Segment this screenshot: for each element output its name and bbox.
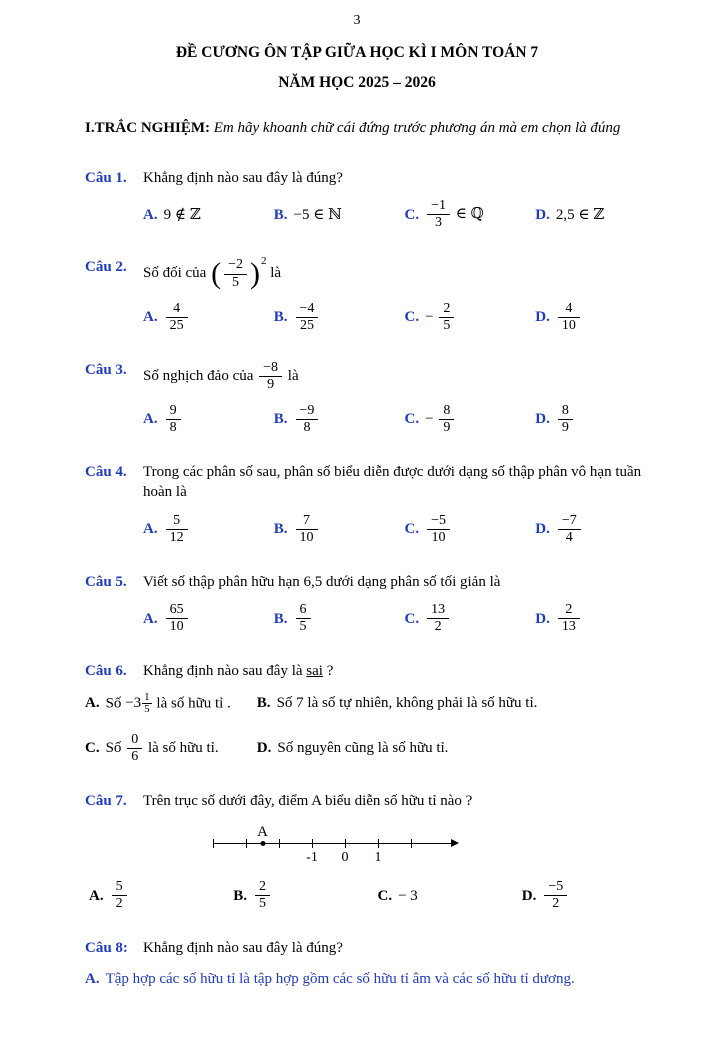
option-content: [294, 301, 321, 334]
fraction-denominator: 5: [299, 619, 307, 635]
option-letter: A.: [143, 206, 158, 223]
fraction-numerator: 1: [144, 690, 150, 703]
fraction: [439, 301, 454, 334]
whole-part: −3: [125, 695, 142, 712]
option-content: [542, 879, 569, 912]
fraction-denominator: 5: [443, 317, 451, 333]
options-row: [143, 403, 666, 436]
option-letter: D.: [521, 887, 537, 904]
fraction-denominator: 25: [299, 317, 314, 333]
text-run: Trên trục số dưới đây, điểm A biểu diễn số hữu tỉ nào ?: [143, 792, 473, 809]
option-content: [164, 403, 183, 436]
axis-tick: [246, 839, 247, 848]
tick-label: -1: [306, 850, 318, 866]
text-run: ?: [322, 663, 334, 680]
fraction-numerator: −1: [427, 198, 450, 215]
option-content: [106, 692, 231, 716]
fraction: [296, 602, 311, 635]
axis-tick: [312, 839, 313, 848]
fraction: [558, 301, 580, 334]
option-letter: D.: [535, 411, 550, 428]
option-B: [257, 692, 666, 716]
option-B: [274, 198, 405, 231]
numberline-axis: [213, 843, 451, 844]
close-paren: ): [249, 257, 260, 291]
option-letter: A.: [89, 887, 104, 904]
fraction: [544, 879, 567, 912]
option-C: [405, 403, 536, 436]
option-content: [294, 205, 342, 225]
fraction-numerator: −5: [544, 879, 567, 896]
text-run: Khẳng định nào sau đây là: [143, 663, 307, 680]
option-content: [294, 602, 313, 635]
fraction-numerator: −2: [224, 257, 247, 274]
question-7: [85, 791, 666, 912]
fraction-denominator: 9: [267, 376, 275, 392]
fraction-numerator: 5: [166, 513, 188, 530]
text-run: Số 7 là số tự nhiên, không phải là số hữu tỉ.: [276, 695, 538, 712]
option-letter: D.: [535, 610, 550, 627]
option-letter: A.: [143, 610, 158, 627]
numberline-figure: [213, 821, 463, 869]
fraction: [296, 403, 319, 436]
option-letter: B.: [273, 309, 288, 326]
fraction: [166, 513, 188, 546]
option-content: [556, 602, 582, 635]
option-content: [556, 205, 604, 225]
question-label: Câu 4.: [85, 464, 127, 481]
options-row: [143, 198, 666, 231]
fraction: [166, 602, 188, 635]
fraction: [112, 879, 127, 912]
options-row: [143, 602, 666, 635]
fraction-denominator: 12: [169, 529, 184, 545]
question-3: [85, 360, 666, 436]
fraction-denominator: 2: [434, 619, 442, 635]
option-content: [425, 301, 456, 334]
fraction-numerator: −7: [558, 513, 581, 530]
page-subtitle: NĂM HỌC 2025 – 2026: [278, 73, 436, 91]
text-run: Viết số thập phân hữu hạn 6,5 dưới dạng phân số tối giản là: [143, 573, 501, 590]
fraction-denominator: 25: [169, 317, 184, 333]
text-run: ∈ ℚ: [452, 206, 484, 223]
text-run: Số đối của: [143, 265, 211, 282]
fraction: [427, 602, 449, 635]
option-letter: B.: [273, 610, 288, 627]
option-letter: A.: [143, 309, 158, 326]
option-content: [110, 879, 129, 912]
question-text: [143, 360, 666, 393]
fraction-numerator: 2: [255, 879, 270, 896]
section-header: [85, 118, 666, 138]
option-content: [164, 205, 201, 225]
option-letter: A.: [143, 521, 158, 538]
options-row: [85, 969, 666, 989]
option-letter: B.: [256, 695, 271, 712]
option-content: [164, 301, 190, 334]
page-header: [0, 12, 714, 94]
fraction: [127, 732, 142, 765]
question-text: [143, 462, 666, 503]
option-content: [294, 403, 321, 436]
question-text: [143, 661, 666, 681]
page-content: [0, 118, 714, 989]
fraction: [166, 403, 181, 436]
fraction-numerator: 0: [127, 732, 142, 749]
text-run: Số nghịch đảo của: [143, 367, 258, 384]
fraction-numerator: 6: [296, 602, 311, 619]
fraction: [296, 301, 319, 334]
section-label: I.TRẮC NGHIỆM:: [85, 119, 211, 136]
fraction-denominator: 5: [232, 274, 240, 290]
fraction-numerator: 2: [558, 602, 580, 619]
fraction-numerator: 8: [558, 403, 573, 420]
options-row: [143, 513, 666, 546]
fraction-numerator: 4: [558, 301, 580, 318]
fraction-denominator: 6: [131, 748, 139, 764]
page-number: 3: [353, 13, 361, 28]
text-run: 9 ∉ ℤ: [163, 206, 201, 223]
options-row: [85, 692, 666, 765]
option-content: [398, 886, 418, 906]
option-letter: A.: [85, 695, 100, 712]
option-B: [274, 513, 405, 546]
text-run: −5 ∈ ℕ: [293, 206, 342, 223]
question-head: [85, 938, 666, 958]
question-text: [143, 254, 666, 291]
fraction: [166, 301, 188, 334]
fraction-numerator: −5: [427, 513, 450, 530]
fraction-denominator: 8: [169, 420, 177, 436]
text-run: −: [425, 308, 438, 325]
fraction-numerator: 4: [166, 301, 188, 318]
option-content: [277, 693, 538, 713]
option-A: [89, 879, 233, 912]
option-B: [233, 879, 377, 912]
parenthesized-fraction: [210, 254, 267, 291]
fraction-denominator: 10: [561, 317, 576, 333]
axis-tick: [378, 839, 379, 848]
option-content: [425, 602, 451, 635]
axis-tick: [279, 839, 280, 848]
fraction: [296, 513, 318, 546]
fraction-denominator: 13: [561, 619, 576, 635]
option-content: [106, 969, 575, 989]
question-text: [143, 168, 666, 188]
fraction-denominator: 9: [443, 420, 451, 436]
point-label: A: [257, 824, 268, 841]
question-label: Câu 3.: [85, 361, 127, 378]
option-D: [522, 879, 666, 912]
option-D: [535, 403, 666, 436]
option-content: [277, 738, 448, 758]
option-D: [535, 301, 666, 334]
question-head: [85, 462, 666, 503]
question-head: [85, 254, 666, 291]
text-run: là số hữu tỉ .: [152, 695, 231, 712]
option-letter: B.: [273, 206, 288, 223]
option-B: [274, 602, 405, 635]
axis-tick: [345, 839, 346, 848]
fraction-numerator: −8: [259, 360, 282, 377]
tick-label: 1: [374, 850, 382, 866]
fraction-denominator: 10: [169, 619, 184, 635]
fraction-numerator: 7: [296, 513, 318, 530]
option-content: [106, 732, 219, 765]
option-letter: C.: [404, 206, 420, 223]
option-D: [535, 198, 666, 231]
text-run: Khẳng định nào sau đây là đúng?: [143, 169, 343, 186]
question-label: Câu 8:: [85, 940, 128, 957]
option-letter: C.: [404, 309, 420, 326]
option-content: [164, 513, 190, 546]
option-letter: D.: [535, 309, 550, 326]
text-run: là số hữu tỉ.: [144, 739, 219, 756]
option-C: [378, 879, 522, 912]
question-head: [85, 360, 666, 393]
text-run: 2,5 ∈ ℤ: [555, 206, 605, 223]
option-D: [257, 732, 666, 765]
question-6: [85, 661, 666, 765]
question-head: [85, 168, 666, 188]
option-letter: D.: [535, 521, 550, 538]
fraction-denominator: 3: [435, 215, 443, 231]
text-run: Số: [105, 739, 126, 756]
section-instruction: Em hãy khoanh chữ cái đứng trước phương án mà em chọn là đúng: [213, 119, 621, 136]
fraction-numerator: 8: [439, 403, 454, 420]
option-letter: A.: [143, 411, 158, 428]
option-A: [85, 692, 231, 716]
option-A: [143, 198, 274, 231]
fraction: [558, 513, 581, 546]
fraction-denominator: 9: [561, 420, 569, 436]
question-1: [85, 168, 666, 231]
fraction-numerator: 65: [166, 602, 188, 619]
question-label: Câu 2.: [85, 259, 127, 276]
axis-tick: [213, 839, 214, 848]
fraction-numerator: −9: [296, 403, 319, 420]
option-A: [143, 513, 274, 546]
text-run: Trong các phân số sau, phân số biểu diễn được dưới dạng số thập phân vô hạn tuần hoàn là: [143, 464, 642, 501]
text-run: Tập hợp các số hữu tỉ là tập hợp gồm các số hữu tỉ âm và các số hữu tỉ dương.: [105, 970, 575, 987]
option-letter: D.: [256, 740, 272, 757]
option-C: [405, 198, 536, 231]
fraction: [259, 360, 282, 393]
fraction-denominator: 5: [144, 703, 150, 716]
option-B: [274, 403, 405, 436]
question-head: [85, 661, 666, 681]
fraction-denominator: 10: [431, 529, 446, 545]
axis-tick: [411, 839, 412, 848]
option-letter: C.: [404, 610, 420, 627]
option-A: [143, 301, 274, 334]
option-letter: B.: [273, 521, 288, 538]
fraction-denominator: 2: [552, 896, 560, 912]
option-C: [405, 513, 536, 546]
text-run: là: [284, 367, 299, 384]
text-run: Khẳng định nào sau đây là đúng?: [143, 940, 343, 957]
question-4: [85, 462, 666, 546]
option-content: [253, 879, 272, 912]
option-letter: C.: [377, 887, 393, 904]
option-content: [556, 513, 583, 546]
options-row: [143, 301, 666, 334]
option-content: [425, 513, 452, 546]
underlined-text: sai: [306, 663, 323, 680]
page-title: ĐỀ CƯƠNG ÔN TẬP GIỮA HỌC KÌ I MÔN TOÁN 7: [175, 43, 539, 61]
axis-arrow-icon: [451, 839, 459, 847]
fraction-numerator: 13: [427, 602, 449, 619]
question-text: [143, 938, 666, 958]
option-letter: C.: [404, 521, 420, 538]
option-letter: B.: [233, 887, 248, 904]
option-content: [425, 403, 456, 436]
options-row: [89, 879, 666, 912]
text-run: là: [266, 265, 282, 282]
question-head: [85, 572, 666, 592]
open-paren: (: [211, 257, 222, 291]
fraction: [224, 257, 247, 290]
questions-list: [85, 168, 666, 989]
fraction: [439, 403, 454, 436]
question-label: Câu 1.: [85, 169, 127, 186]
option-content: [556, 403, 575, 436]
fraction-denominator: 5: [259, 896, 267, 912]
text-run: − 3: [398, 887, 418, 904]
question-2: [85, 254, 666, 333]
fraction-denominator: 4: [565, 529, 573, 545]
option-C: [85, 732, 231, 765]
option-content: [294, 513, 320, 546]
question-label: Câu 7.: [85, 792, 127, 809]
fraction-numerator: −4: [296, 301, 319, 318]
option-C: [405, 602, 536, 635]
fraction: [558, 403, 573, 436]
fraction-denominator: 2: [115, 896, 123, 912]
exponent: 2: [260, 254, 267, 267]
option-C: [405, 301, 536, 334]
option-D: [535, 513, 666, 546]
fraction: [427, 513, 450, 546]
option-D: [535, 602, 666, 635]
option-B: [274, 301, 405, 334]
question-text: [143, 791, 666, 811]
option-A: [143, 403, 274, 436]
text-run: Số: [105, 695, 126, 712]
fraction: [255, 879, 270, 912]
option-content: [556, 301, 582, 334]
question-text: [143, 572, 666, 592]
text-run: Số nguyên cũng là số hữu tỉ.: [277, 740, 449, 757]
option-letter: C.: [85, 740, 100, 757]
question-5: [85, 572, 666, 635]
fraction-denominator: 8: [303, 420, 311, 436]
option-letter: B.: [273, 411, 288, 428]
fraction: [142, 692, 152, 716]
option-A: [143, 602, 274, 635]
question-8: [85, 938, 666, 989]
fraction: [427, 198, 450, 231]
option-letter: A.: [85, 970, 100, 987]
option-content: [425, 198, 484, 231]
fraction: [558, 602, 580, 635]
question-label: Câu 5.: [85, 573, 127, 590]
fraction-numerator: 5: [112, 879, 127, 896]
option-A: [85, 969, 666, 989]
question-label: Câu 6.: [85, 663, 127, 680]
fraction-numerator: 2: [439, 301, 454, 318]
fraction-denominator: 10: [299, 529, 314, 545]
text-run: −: [425, 411, 438, 428]
question-head: [85, 791, 666, 811]
option-content: [164, 602, 190, 635]
fraction-numerator: 9: [166, 403, 181, 420]
option-letter: D.: [535, 206, 550, 223]
tick-label: 0: [341, 850, 349, 866]
mixed-number: [125, 692, 152, 716]
option-letter: C.: [404, 411, 420, 428]
